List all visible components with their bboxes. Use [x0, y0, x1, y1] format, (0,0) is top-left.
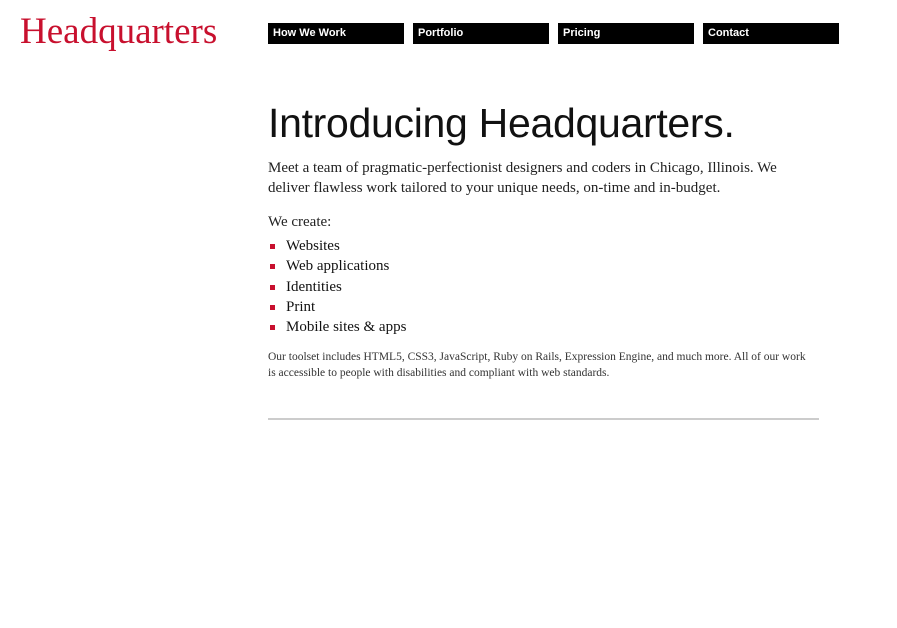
service-label: Identities	[286, 278, 342, 295]
services-list	[268, 236, 819, 337]
list-item	[268, 317, 819, 337]
list-item	[268, 256, 819, 276]
service-label: Web applications	[286, 258, 390, 275]
service-label: Websites	[286, 238, 340, 254]
main-nav	[268, 23, 839, 44]
services-heading: We create:	[268, 214, 332, 230]
square-bullet-icon	[270, 305, 275, 310]
list-item	[268, 277, 819, 297]
list-item	[268, 236, 819, 256]
nav-item-contact[interactable]: Contact	[703, 23, 839, 44]
page-title: Introducing Headquarters.	[268, 100, 735, 146]
square-bullet-icon	[270, 325, 275, 330]
square-bullet-icon	[270, 285, 275, 290]
service-label: Mobile sites & apps	[286, 319, 407, 336]
section-divider	[268, 418, 819, 420]
list-item	[268, 297, 819, 317]
square-bullet-icon	[270, 244, 275, 249]
toolset-paragraph: Our toolset includes HTML5, CSS3, JavaScript, Ruby on Rails, Expression Engine, and much more. All of our work is accessible to people with disabilities and compliant with web standards.	[268, 351, 806, 380]
main-content	[268, 98, 819, 420]
nav-item-portfolio[interactable]: Portfolio	[413, 23, 549, 44]
square-bullet-icon	[270, 264, 275, 269]
nav-item-pricing[interactable]: Pricing	[558, 23, 694, 44]
service-label: Print	[286, 298, 316, 315]
site-logo[interactable]: Headquarters	[20, 11, 218, 52]
intro-paragraph: Meet a team of pragmatic-perfectionist designers and coders in Chicago, Illinois. We deliver flawless work tailored to your unique needs, on-time and in-budget.	[268, 160, 777, 196]
nav-item-how-we-work[interactable]: How We Work	[268, 23, 404, 44]
